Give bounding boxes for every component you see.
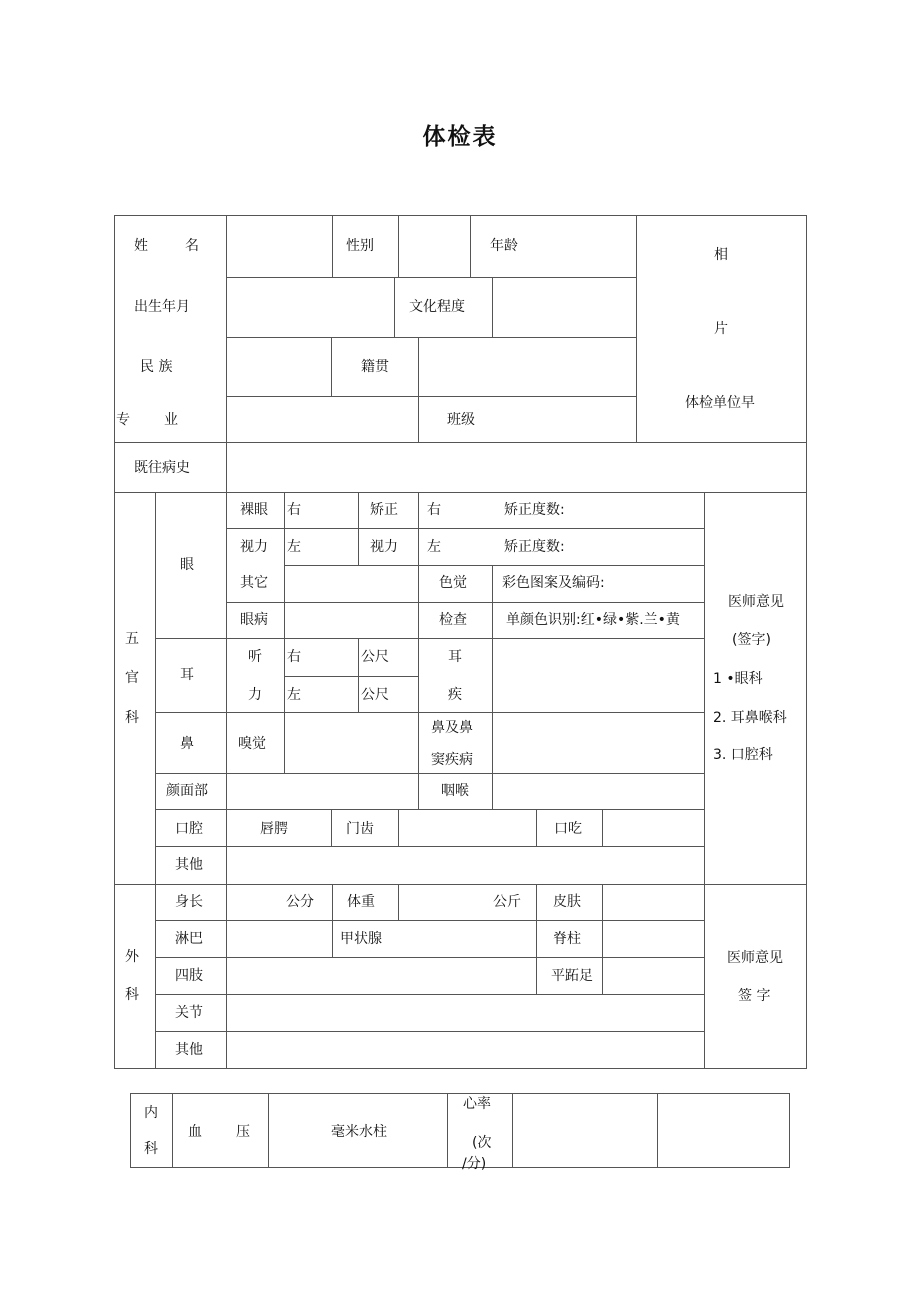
table-rule-v bbox=[398, 809, 399, 847]
signature-label: 签 字 bbox=[738, 988, 771, 1004]
table-rule-v bbox=[512, 1093, 513, 1168]
table-rule-h bbox=[114, 442, 807, 443]
limbs-label: 四肢 bbox=[175, 968, 203, 984]
table-rule-v bbox=[358, 638, 359, 713]
left-label: 左 bbox=[287, 687, 301, 703]
department-label: 2. 耳鼻喉科 bbox=[713, 710, 787, 726]
color-vision-label: 色觉 bbox=[439, 575, 467, 591]
table-rule-h bbox=[284, 676, 419, 677]
table-rule-v bbox=[602, 884, 603, 995]
table-rule-v bbox=[602, 809, 603, 847]
sinus-disease-label: 鼻及鼻 bbox=[431, 720, 473, 736]
name-label: 姓 bbox=[134, 238, 148, 254]
table-rule-v bbox=[226, 215, 227, 1069]
lip-palate-label: 唇腭 bbox=[260, 821, 288, 837]
table-rule-h bbox=[155, 846, 705, 847]
ear-disease-label: 耳 bbox=[448, 649, 462, 665]
lymph-label: 淋巴 bbox=[175, 931, 203, 947]
class-label: 班级 bbox=[447, 412, 475, 428]
table-rule-v bbox=[398, 215, 399, 278]
corrected-vision-label: 视力 bbox=[370, 539, 398, 555]
table-rule-v bbox=[114, 215, 115, 1069]
right-label: 右 bbox=[287, 502, 301, 518]
face-label: 颜面部 bbox=[166, 783, 208, 799]
left-label: 左 bbox=[427, 539, 441, 555]
blood-pressure-label: 血 bbox=[188, 1124, 202, 1140]
hearing-label: 听 bbox=[248, 649, 262, 665]
table-rule-v bbox=[789, 1093, 790, 1168]
incisors-label: 门齿 bbox=[346, 821, 374, 837]
naked-vision-label: 裸眼 bbox=[240, 502, 268, 518]
table-rule-v bbox=[418, 638, 419, 810]
ear-disease-label: 疾 bbox=[448, 687, 462, 703]
table-rule-v bbox=[806, 215, 807, 1069]
joints-label: 关节 bbox=[175, 1005, 203, 1021]
naked-vision-label: 视力 bbox=[240, 539, 268, 555]
color-pattern-label: 彩色图案及编码: bbox=[502, 575, 605, 591]
gender-label: 性别 bbox=[346, 238, 374, 254]
table-rule-h bbox=[226, 396, 637, 397]
table-rule-h bbox=[155, 1031, 705, 1032]
table-rule-v bbox=[470, 215, 471, 278]
right-label: 右 bbox=[287, 649, 301, 665]
table-rule-v bbox=[492, 565, 493, 639]
table-rule-h bbox=[155, 920, 705, 921]
table-rule-v bbox=[172, 1093, 173, 1168]
other-eye-label: 眼病 bbox=[240, 612, 268, 628]
page-title: 体检表 bbox=[422, 124, 498, 150]
skin-label: 皮肤 bbox=[553, 894, 581, 910]
section-label: 官 bbox=[125, 670, 139, 686]
major-label: 专 bbox=[116, 412, 130, 428]
hearing-label: 力 bbox=[248, 687, 262, 703]
section-label: 科 bbox=[125, 710, 139, 726]
signature-label: (签字) bbox=[732, 632, 771, 648]
table-rule-h bbox=[155, 957, 705, 958]
correction-degree-label: 矫正度数: bbox=[504, 502, 565, 518]
right-label: 右 bbox=[427, 502, 441, 518]
table-rule-h bbox=[130, 1167, 790, 1168]
other-eye-label: 其它 bbox=[240, 575, 268, 591]
doctor-opinion-label: 医师意见 bbox=[727, 950, 783, 966]
corrected-vision-label: 矫正 bbox=[370, 502, 398, 518]
table-rule-v bbox=[284, 638, 285, 774]
section-label: 外 bbox=[125, 949, 139, 965]
table-rule-v bbox=[268, 1093, 269, 1168]
photo-label: 相 bbox=[714, 247, 728, 263]
stutter-label: 口吃 bbox=[554, 821, 582, 837]
table-rule-v bbox=[704, 492, 705, 1069]
exam-unit-label: 体检单位早 bbox=[685, 395, 755, 411]
section-label: 科 bbox=[144, 1141, 158, 1157]
left-label: 左 bbox=[287, 539, 301, 555]
flatfoot-label: 平跖足 bbox=[551, 968, 593, 984]
table-rule-h bbox=[226, 337, 637, 338]
table-rule-h bbox=[130, 1093, 790, 1094]
table-rule-v bbox=[394, 277, 395, 338]
birth-label: 出生年月 bbox=[134, 299, 190, 315]
table-rule-v bbox=[536, 884, 537, 995]
department-label: 1 •眼科 bbox=[713, 671, 763, 687]
eye-label: 眼 bbox=[180, 557, 194, 573]
thyroid-label: 甲状腺 bbox=[340, 931, 382, 947]
meter-unit: 公尺 bbox=[361, 649, 389, 665]
ear-label: 耳 bbox=[180, 667, 194, 683]
photo-label: 片 bbox=[714, 321, 728, 337]
throat-label: 咽喉 bbox=[441, 783, 469, 799]
education-label: 文化程度 bbox=[409, 299, 465, 315]
table-rule-h bbox=[226, 277, 637, 278]
color-vision-label: 检查 bbox=[439, 612, 467, 628]
native-place-label: 籍贯 bbox=[361, 359, 389, 375]
ethnicity-label: 民 族 bbox=[140, 359, 173, 375]
mouth-label: 口腔 bbox=[175, 821, 203, 837]
table-rule-v bbox=[332, 215, 333, 278]
table-rule-v bbox=[636, 215, 637, 443]
history-label: 既往病史 bbox=[134, 460, 190, 476]
table-rule-v bbox=[130, 1093, 131, 1168]
table-rule-h bbox=[155, 712, 705, 713]
table-rule-v bbox=[657, 1093, 658, 1168]
mmhg-unit: 毫米水柱 bbox=[331, 1124, 387, 1140]
table-rule-h bbox=[155, 773, 705, 774]
table-rule-v bbox=[418, 492, 419, 639]
height-label: 身长 bbox=[175, 894, 203, 910]
other-label: 其他 bbox=[175, 857, 203, 873]
section-label: 内 bbox=[144, 1105, 158, 1121]
name-label: 名 bbox=[185, 238, 199, 254]
heart-rate-label: /分) bbox=[462, 1156, 487, 1172]
other-label: 其他 bbox=[175, 1042, 203, 1058]
doctor-opinion-label: 医师意见 bbox=[728, 594, 784, 610]
table-rule-v bbox=[398, 884, 399, 921]
table-rule-h bbox=[114, 215, 807, 216]
table-rule-v bbox=[331, 809, 332, 847]
kg-unit: 公斤 bbox=[493, 894, 521, 910]
single-color-label: 单颜色识别:红•绿•紫.兰•黄 bbox=[506, 612, 680, 628]
blood-pressure-label: 压 bbox=[236, 1124, 250, 1140]
heart-rate-label: 心率 bbox=[463, 1096, 491, 1112]
nose-label: 鼻 bbox=[180, 736, 194, 752]
table-rule-v bbox=[418, 337, 419, 397]
table-rule-v bbox=[331, 337, 332, 397]
department-label: 3. 口腔科 bbox=[713, 747, 773, 763]
cm-unit: 公分 bbox=[286, 894, 314, 910]
table-rule-h bbox=[284, 565, 705, 566]
table-rule-v bbox=[284, 492, 285, 639]
table-rule-v bbox=[332, 884, 333, 958]
table-rule-h bbox=[155, 809, 705, 810]
table-rule-v bbox=[492, 277, 493, 338]
table-rule-v bbox=[447, 1093, 448, 1168]
meter-unit: 公尺 bbox=[361, 687, 389, 703]
correction-degree-label: 矫正度数: bbox=[504, 539, 565, 555]
table-rule-h bbox=[155, 994, 705, 995]
table-rule-v bbox=[492, 638, 493, 810]
section-label: 科 bbox=[125, 987, 139, 1003]
table-rule-v bbox=[155, 492, 156, 1069]
sinus-disease-label: 窦疾病 bbox=[431, 752, 473, 768]
table-rule-h bbox=[226, 602, 705, 603]
table-rule-v bbox=[536, 809, 537, 847]
table-rule-v bbox=[418, 396, 419, 443]
table-rule-v bbox=[358, 492, 359, 566]
major-label: 业 bbox=[164, 412, 178, 428]
heart-rate-label: (次 bbox=[472, 1135, 492, 1151]
section-label: 五 bbox=[125, 631, 139, 647]
smell-label: 嗅觉 bbox=[238, 736, 266, 752]
age-label: 年龄 bbox=[490, 238, 518, 254]
spine-label: 脊柱 bbox=[553, 931, 581, 947]
table-rule-h bbox=[226, 528, 705, 529]
weight-label: 体重 bbox=[347, 894, 375, 910]
table-rule-h bbox=[155, 638, 705, 639]
